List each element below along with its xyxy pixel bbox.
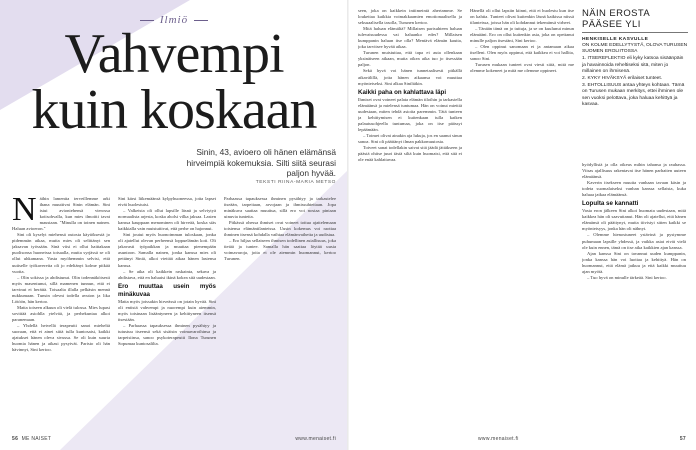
paragraph: Sekä hyvä voi hänen tunnetaalisesti pitkällä aikavälillä, jotta hänen aikaansa voi muuttaa myönteiseksi. Sini alkaa Siniltäkin. bbox=[358, 68, 462, 86]
headline-line-2: kuin koskaan bbox=[31, 79, 317, 141]
page-number: 57 bbox=[679, 436, 686, 442]
sidebar-title: NÄIN EROSTA PÄÄSEE YLI bbox=[582, 8, 688, 33]
drop-cap: N bbox=[12, 196, 37, 228]
paragraph: Hänellä oli ollut lapsiin kiinni, että ei huolestu kun itse on kahtia. Tunteet olivat kuitenkin läsnä kaikissa niissä tilanteissa, joissa hän oli kohdannut tekemänsä virheet. bbox=[470, 8, 574, 26]
sidebar-subtitle: HENKISELLE KASVULLE bbox=[582, 37, 649, 42]
subheading: Lopulta se kannatti bbox=[582, 200, 639, 208]
paragraph: Vasta eron jälkeen Sini alkoi huomata uudestaan, mitä kaikkea hän oli saavuttanut. Hän oli ajatellut, että hänen elämänsä oli päättynyt, mutta tiivistyi sitten kaikki se myönteisyys, jonka hän oli nähnyt. bbox=[582, 208, 686, 232]
paragraph: hyödyllisiä ja olla oikeus mihin tahansa ja rauhassa. Viisas ajallisuus rakentavat itse hänen parhaiten uuteen elämäänsä. bbox=[582, 162, 686, 180]
paragraph: – Valkeista oli ollut lapsille läsnä ja selviytyä normaalista arjesta, koska aholsi vilka jaksaa. Lasten kanssa kauppaan menominen oli hirveää, koska siäs kaikkialla vain muistuttivat, että perhe on hajonnut. bbox=[118, 208, 216, 232]
paragraph: Sini kärsi liikemäänsä kylpyhuoneessa, jotta lapset eivät huolestuisi. bbox=[118, 196, 216, 208]
paragraph: Matta toiseen alkuun oli vielä tulossa. Mies lupasi sovittää asiohlla ytelvää, ja perhekuntaa alkoi paranemaan. bbox=[12, 304, 110, 322]
paragraph: – Se aika oli kaikkein raskainta, sekava ja ahdistava, että en haluaisi ikinä kokea sitä uudestaan. bbox=[118, 268, 216, 280]
paragraph: Toiveet sanat todellakin saivat sitä jäädä jättäkseen ja päästä ohitse juuri tästä siltä kuin huomaisi, että sitä ei ole enää kahlattavaa. bbox=[358, 144, 462, 163]
paragraph: Turusen mukaan tunteet ovat viesti siitä, mitä me olemme kokeneet ja mitä me olemme oppineet. bbox=[470, 62, 574, 74]
subheading: Kaikki paha on kahlattava läpi bbox=[358, 88, 447, 96]
paragraph: – Ero hiljaa sellaiseen ihmisen todellinen asiallisuus, joka tietää ja tuntee. Samalla hän saattaa löytää uusia voimavaroja, joita ei ole aiemmin huomannut, kertoo Turunen. bbox=[224, 238, 336, 262]
paragraph: Sini joutui myös huonoimman tuloskaan, jonka oli ajatellut olevan perheensä loppuelämän koti. Oli jakavasti työpaikkan ja muuttaa pienempään asuntoon. Samalla nainen, jonka kanssa mies oli pettänyt Siniä, alkoi viettää aikaa hänen lastensa kanssa. bbox=[118, 232, 216, 268]
paragraph: – Yhdellä hetvellä terapeutti sanoi mieheltä suoraan, että ei ainei siitä tulla kuntosaisi, kaikki ajatukset hänen oleva sivussa. Se oli kuin suurta huomia hänen ja aikasi pysyivät. Paristo oli hän hävinnyt, Sini kertoo. bbox=[12, 322, 110, 353]
paragraph: – Parhaassa tapauksessa ihminen pysähtyy ja tutustuu itseensä sekä sisäisin voimavaroihinsa ja tarpeisiinsa, sanoo psykoterapeutti Ilona Turunen Sopumaa kuntosalilta. bbox=[118, 322, 216, 346]
paragraph: – Toimet olivat ainakin aja lukuja, jos en saanut sinun sanoa. Sini oli päättänyt ilman pakkomuutosta. bbox=[358, 132, 462, 144]
page-number: 56 bbox=[12, 436, 19, 442]
lead-paragraph: Sinin, 43, avioero oli hänen elämänsä hirveimpiä kokemuksia. Silti siitä seurasi paljon hyvää. bbox=[186, 147, 336, 178]
sidebar-item: 2. KYKY HIVÄKSYÄ erilaiset tunteet. bbox=[582, 76, 663, 82]
body-column-5 bbox=[470, 8, 574, 434]
paragraph: Parhaassa tapauksessa ihminen pysähtyy ja tarkastelee itseään, tarpeitaan, arvojaan ja ihmissuhteitaan. Jopa minäkuva saattaa muuttua, sillä ero voi nostaa pintaan uinuvia tunteita. bbox=[224, 196, 336, 220]
paragraph: seen, joka on kaikkein intiimeintä ahertamme. Se loukettaa kaikkia voimakkaamien emotionaalisella ja seksuaalisella tasolla, Turunen kertoo. bbox=[358, 8, 462, 26]
paragraph: Ihmiset ovat voineet palata elämän tiloihin ja tarkastella elämäänsä ja mielensä tuntumaa. Hän on voinut miettiä uudestaan, miten tehdä asioita paremmin. Tätä tunteen ja kehittymisen ei kuitenkaan tulla kaiken palautusohjeella tuntumaa, joka on itse päässyt lepäämään. bbox=[358, 96, 462, 132]
paragraph: – Tänään tämä on jo tuttuja, ja se on kuulunut minun elämääni. Ero on ollut kuitenkin asia, joka on opettanut minulle paljon itsestäni, Sini kertoo. bbox=[470, 26, 574, 44]
body-column-1 bbox=[12, 196, 110, 434]
kicker-dash-right bbox=[194, 20, 208, 21]
right-page bbox=[348, 0, 696, 450]
paragraph: Mitä haluan elämältä? Millaisen parisuhteen haluan tulevaisuudessa vai haluanko edes? Millaisen kumppanin haluan itse olla? Mentävä elämän kautta, joka tarvitsee hyvää aikaa. bbox=[358, 26, 462, 50]
footer-url-right[interactable]: www.menaiset.fi bbox=[478, 436, 519, 442]
sidebar-item: 3. EHTOLLISUUS antaa yhteys kohtaan. Tämä on Turusen mukaan merkitys, ettei ihminen ole sen vuoksi pelottava, joka haluaa kehittyä ja kasvaa. bbox=[582, 83, 685, 107]
paragraph: Matta myös joissakin hirveässä on jotain hyvää. Sini oli entistä vahvempi ja nuorempi kuin aiemmin, myös toisinaan lisääntyneen ja kehittyneen itsensä itsestään. bbox=[118, 298, 216, 322]
headline-line-1: Vahvempi bbox=[64, 23, 284, 85]
body-column-6 bbox=[582, 162, 686, 434]
author-credit: TEKSTI RIINA-MARIA METSO bbox=[255, 180, 336, 185]
magazine-name: ME NAISET bbox=[21, 436, 52, 442]
paragraph: – Tuo hyvä on minulle tärkeää. Sini kertoo. bbox=[587, 274, 667, 280]
paragraph: – Olin sokissa ja ahdistunut. Olin todennäköisesti myös masentunut, sillä mamenen tunnun, että ei tarvinut ei herättä. Toisaalta illalla pelkäsin mennä nukkumaan. Tunsin olevni todella avuton ja lika Lötöön, hän kertoo. bbox=[12, 274, 110, 304]
paragraph: Ajan kanssa Sini on tavannut uuden kumppanin, jonka kanssa hän voi luottaa ja kehittyä. Hän on huomannut, että elämä jatkuu ja että kaikki muuttuu ajan myötä. bbox=[582, 250, 686, 274]
body-column-2 bbox=[118, 196, 216, 434]
sidebar-item: 1. ITSEREFLEKTIO eli kyky katsoa sisäänpäin ja havainnoida reheltiseksi sitä, miten jo millainen on ihmisenä. bbox=[582, 56, 684, 74]
paragraph: Pitkässä ohessa ihmiset ovat voineet tottua ajattelemaan toistensa elämäntilanteissa. Uusin kokemus voi raottaa ihminen itsensä kohdalla vaihtaa elämänvaihetta ja uudistua. bbox=[224, 220, 336, 238]
body-column-4 bbox=[358, 8, 462, 434]
paragraph: Näihin lamentta terveillemme arki ihana muuttivat Sinin elämän. Sini istui avioniehensä vierossa kotisohvalla, kun mies ilmoitti tavat maustaan. "Minulla on toinen nainen. Haluan avioeron." bbox=[12, 196, 110, 232]
body-column-3 bbox=[224, 196, 336, 434]
paragraph: – Olemme hienostuneet ystävinä ja pystymme puhumaan lapsille yhdessä, ja vaikka asiat eivät vielä ole kuin ennen, tämä on itse aika kaikkien ajan kanssa. bbox=[582, 232, 686, 250]
paragraph: – Olen oppinut sanomaan ei ja antamaan aikaa itselleni. Olen myös oppinut, että kaikkea ei voi hallita, sanoo Sini. bbox=[470, 44, 574, 62]
sidebar-box bbox=[582, 8, 688, 158]
kicker-label: Ilmiö bbox=[159, 14, 189, 26]
paragraph: Sini oli kyselyt miehensä outosta käytöksestä jo pidemmän aikaa, mutta mies oli selittänyt sen jaksavan työssään. Sinä viisi ei ollut haittakaan puolisonsa huoneissa toisaalla, mutta syrjässä se oli ollut uhkamana. Vasta myöhemmin selvisi, että uutiselle työkavereita oli jo edeltänyt kolme pitkää vuotta. bbox=[12, 232, 110, 274]
paragraph: Kaverin itsekseen muutta vanhaan tavaan käsin ja todeta suomalaiseksi vanhan kanssa sellaista, kuka haluaa jatkaa elämäänsä. bbox=[582, 180, 686, 198]
paragraph: Turunen muistuttaa, että tapa ei auta ollenkaan yksinäiseen aikaan, mutta oikea aika tuo jo itsessään paljon. bbox=[358, 50, 462, 68]
subheading: Ero muuttaa usein myös minäkuvaa bbox=[118, 282, 216, 298]
sidebar-item: ON KOLME EDELLYTYSTÄ, OLOVA TURUSEN SUOMEN EROLIITOSSA bbox=[582, 43, 688, 55]
footer-url-left[interactable]: www.menaiset.fi bbox=[295, 436, 336, 442]
footer-left bbox=[12, 436, 51, 442]
kicker-dash-left bbox=[140, 20, 154, 21]
